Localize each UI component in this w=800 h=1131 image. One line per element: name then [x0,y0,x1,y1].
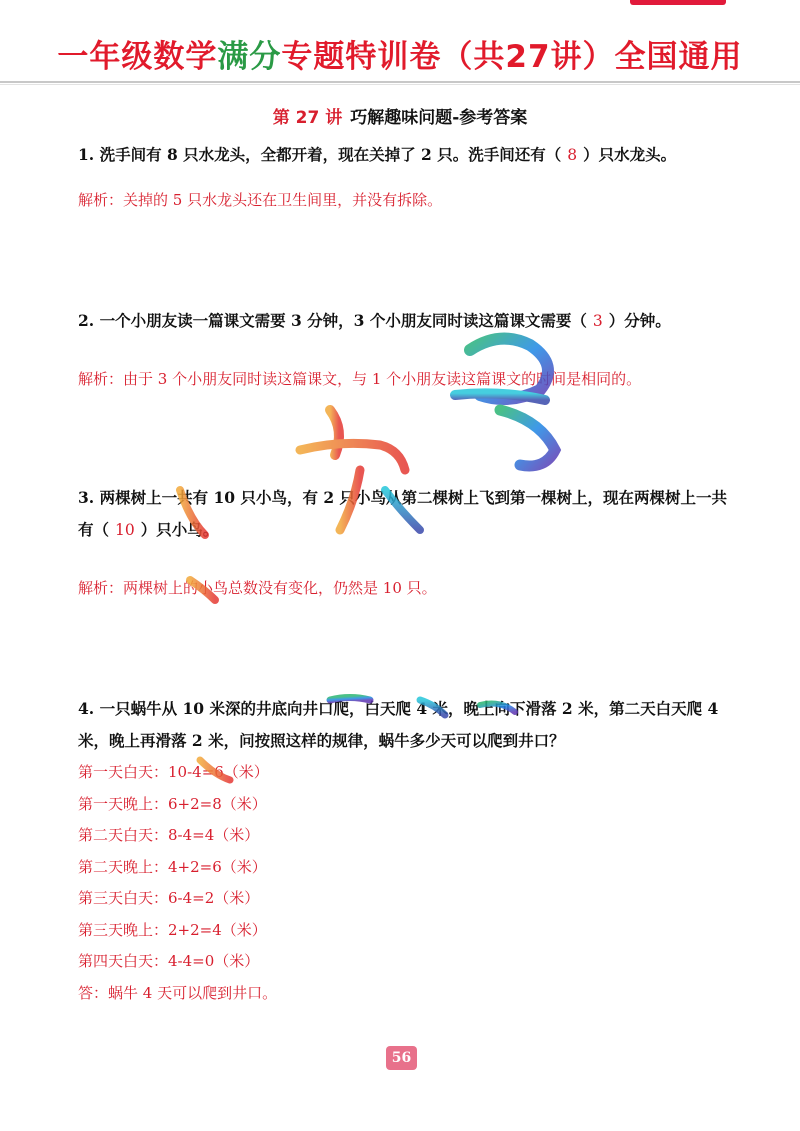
question-4-solution-steps [78,757,478,1009]
question-2-explanation: 解析：由于 3 个小朋友同时读这篇课文，与 1 个小朋友读这篇课文的时间是相同的。 [78,370,642,388]
question-1 [78,139,728,171]
question-1-lead: 1. 洗手间有 8 只水龙头，全都开着，现在关掉了 2 只。洗手间还有（ [78,145,562,164]
banner-part-2: 满分 [217,39,282,75]
lecture-subtitle [0,106,800,130]
page-number-badge: 56 [386,1046,417,1070]
solution-step: 第二天白天：8-4=4（米） [78,826,260,844]
solution-step: 第一天晚上：6+2=8（米） [78,794,267,813]
solution-step: 第一天白天：10-4=6（米） [78,763,269,781]
banner-divider-shadow [0,84,800,85]
question-4: 4. 一只蜗牛从 10 米深的井底向井口爬，白天爬 4 米，晚上向下滑落 2 米，第二天白天爬 4 米，晚上再滑落 2 米，问按照这样的规律，蜗牛多少天可以爬到井口？ [78,699,719,750]
question-1-answer: 8 [567,146,578,164]
question-1-tail: ）只水龙头。 [583,145,677,164]
banner-part-1: 一年级数学 [57,39,218,75]
question-2-lead: 2. 一个小朋友读一篇课文需要 3 分钟，3 个小朋友同时读这篇课文需要（ [78,311,587,330]
solution-step: 第三天白天：6-4=2（米） [78,889,260,907]
lecture-number: 第 27 讲 [272,108,343,128]
question-3 [78,482,728,546]
lecture-topic: 巧解趣味问题-参考答案 [350,108,528,128]
solution-step: 第三天晚上：2+2=4（米） [78,920,267,939]
question-1-explanation: 解析：关掉的 5 只水龙头还在卫生间里，并没有拆除。 [78,191,443,209]
question-3-answer: 10 [115,521,135,539]
solution-answer: 答：蜗牛 4 天可以爬到井口。 [78,983,278,1002]
document-banner-title [0,36,800,78]
question-3-tail: ）只小鸟。 [140,520,219,539]
question-3-explanation: 解析：两棵树上的小鸟总数没有变化，仍然是 10 只。 [78,579,437,597]
solution-step: 第四天白天：4-4=0（米） [78,952,260,970]
question-2 [78,305,728,337]
top-decoration-tab [630,0,726,5]
question-2-answer: 3 [592,312,603,330]
banner-part-3: 专题特训卷（共27讲）全国通用 [281,39,743,75]
banner-divider [0,81,800,83]
question-2-tail: ）分钟。 [608,311,671,330]
solution-step: 第二天晚上：4+2=6（米） [78,857,267,876]
question-3-lead: 3. 两棵树上一共有 10 只小鸟，有 2 只小鸟从第二棵树上飞到第一棵树上，现在两棵树上一共有（ [78,488,728,539]
